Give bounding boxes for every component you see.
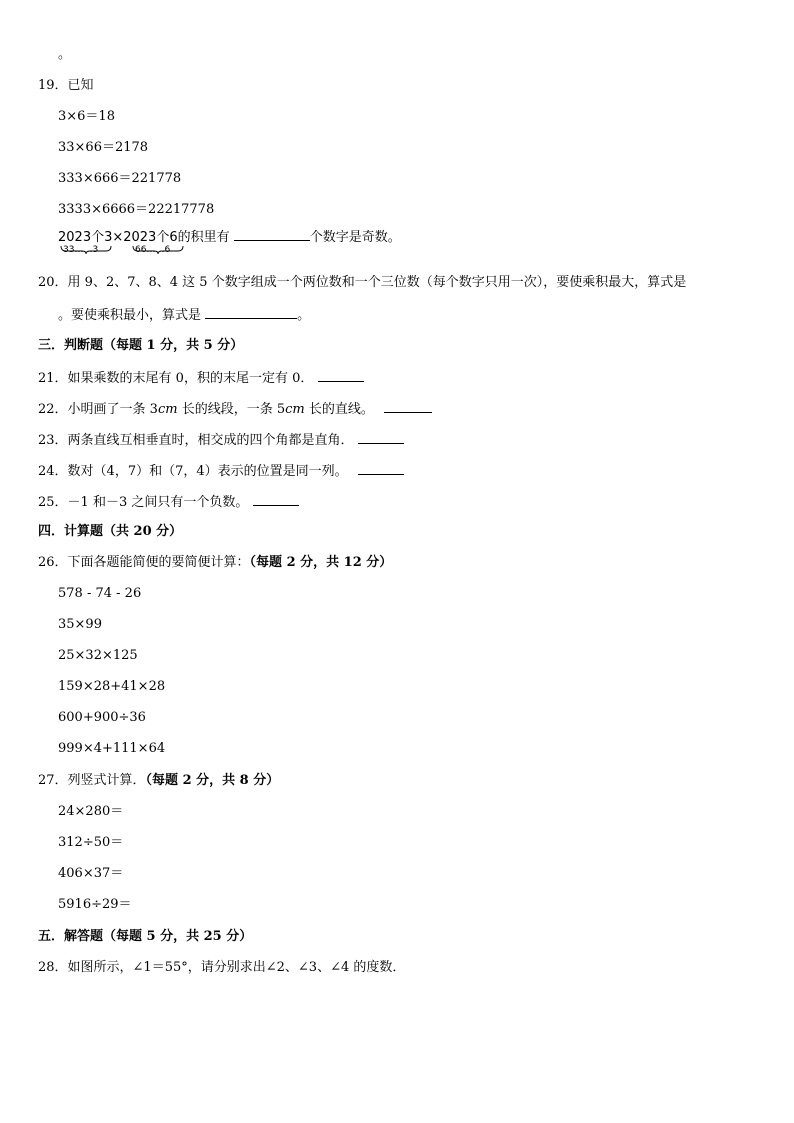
q19-final-question	[58, 227, 401, 247]
q26-stem	[38, 554, 392, 572]
q20-line-1: 20．用 9、2、7、8、4 这 5 个数字组成一个两位数和一个三位数（每个数字只用一次），要使乘积最大，算式是	[38, 275, 687, 290]
q26-item-6: 999×4+111×64	[58, 741, 166, 756]
q22-unit2: cm	[285, 402, 305, 417]
q26-points: （每题 2 分，共 12 分）	[249, 555, 393, 570]
q19-line-3: 333×666＝221778	[58, 171, 182, 186]
q19-stem: 19．已知	[38, 78, 94, 93]
q26-item-4: 159×28+41×28	[58, 679, 166, 694]
q22-part2: 长的线段，一条 5	[177, 402, 286, 417]
q27-item-1: 24×280＝	[58, 804, 124, 819]
q20-line2-prefix: 。要使乘积最小，算式是	[58, 308, 202, 323]
section-5-title: 五．解答题（每题 5 分，共 25 分）	[38, 929, 253, 944]
top-fragment: 。	[58, 47, 72, 62]
q27-stem-text: 27．列竖式计算．	[38, 773, 146, 788]
q27-item-4: 5916÷29＝	[58, 897, 132, 912]
q23	[38, 430, 404, 450]
q22-unit1: cm	[157, 402, 178, 417]
q22-part1: 22．小明画了一条 3	[38, 402, 158, 417]
q25-text: 25．－1 和－3 之间只有一个负数。	[38, 495, 249, 510]
q26-stem-text: 26．下面各题能简便的要简便计算：	[38, 555, 250, 570]
q19-final-suffix: 个数字是奇数。	[309, 230, 401, 245]
q26-item-2: 35×99	[58, 617, 102, 632]
q26-item-3: 25×32×125	[58, 648, 138, 663]
q19-line-1: 3×6＝18	[58, 109, 115, 124]
q24-answer-blank[interactable]	[358, 461, 404, 475]
q21	[38, 368, 364, 388]
q24	[38, 461, 404, 481]
q22-answer-blank[interactable]	[384, 399, 432, 413]
q20-answer-blank[interactable]	[205, 305, 297, 319]
q19-brace-b-label: 66……6	[135, 245, 171, 255]
q21-answer-blank[interactable]	[318, 368, 364, 382]
q19-answer-blank[interactable]	[234, 227, 310, 241]
q19-line-4: 3333×6666＝22217778	[58, 202, 215, 217]
q19-final-prefix: 2023个3×2023个6的积里有	[58, 230, 230, 245]
section-4-title: 四．计算题（共 20 分）	[38, 524, 183, 539]
q20-line-2	[58, 305, 310, 325]
q19-brace-a-label: 33……3	[63, 245, 99, 255]
q26-item-1: 578 - 74 - 26	[58, 586, 142, 601]
q25	[38, 492, 299, 512]
q19-line-2: 33×66＝2178	[58, 140, 149, 155]
q27-item-2: 312÷50＝	[58, 835, 124, 850]
q23-text: 23．两条直线互相垂直时，相交成的四个角都是直角．	[38, 433, 354, 448]
q23-answer-blank[interactable]	[358, 430, 404, 444]
q27-item-3: 406×37＝	[58, 866, 124, 881]
q24-text: 24．数对（4，7）和（7，4）表示的位置是同一列。	[38, 464, 348, 479]
q25-answer-blank[interactable]	[253, 492, 299, 506]
q20-line2-suffix: 。	[297, 308, 311, 323]
q22	[38, 399, 432, 419]
section-3-title: 三．判断题（每题 1 分，共 5 分）	[38, 338, 244, 353]
q22-part3: 长的直线。	[304, 402, 374, 417]
q28-text: 28．如图所示，∠1＝55°，请分别求出∠2、∠3、∠4 的度数．	[38, 960, 406, 975]
q27-points: （每题 2 分，共 8 分）	[145, 773, 280, 788]
q26-item-5: 600+900÷36	[58, 710, 146, 725]
q21-text: 21．如果乘数的末尾有 0，积的末尾一定有 0．	[38, 371, 314, 386]
q27-stem	[38, 772, 279, 790]
